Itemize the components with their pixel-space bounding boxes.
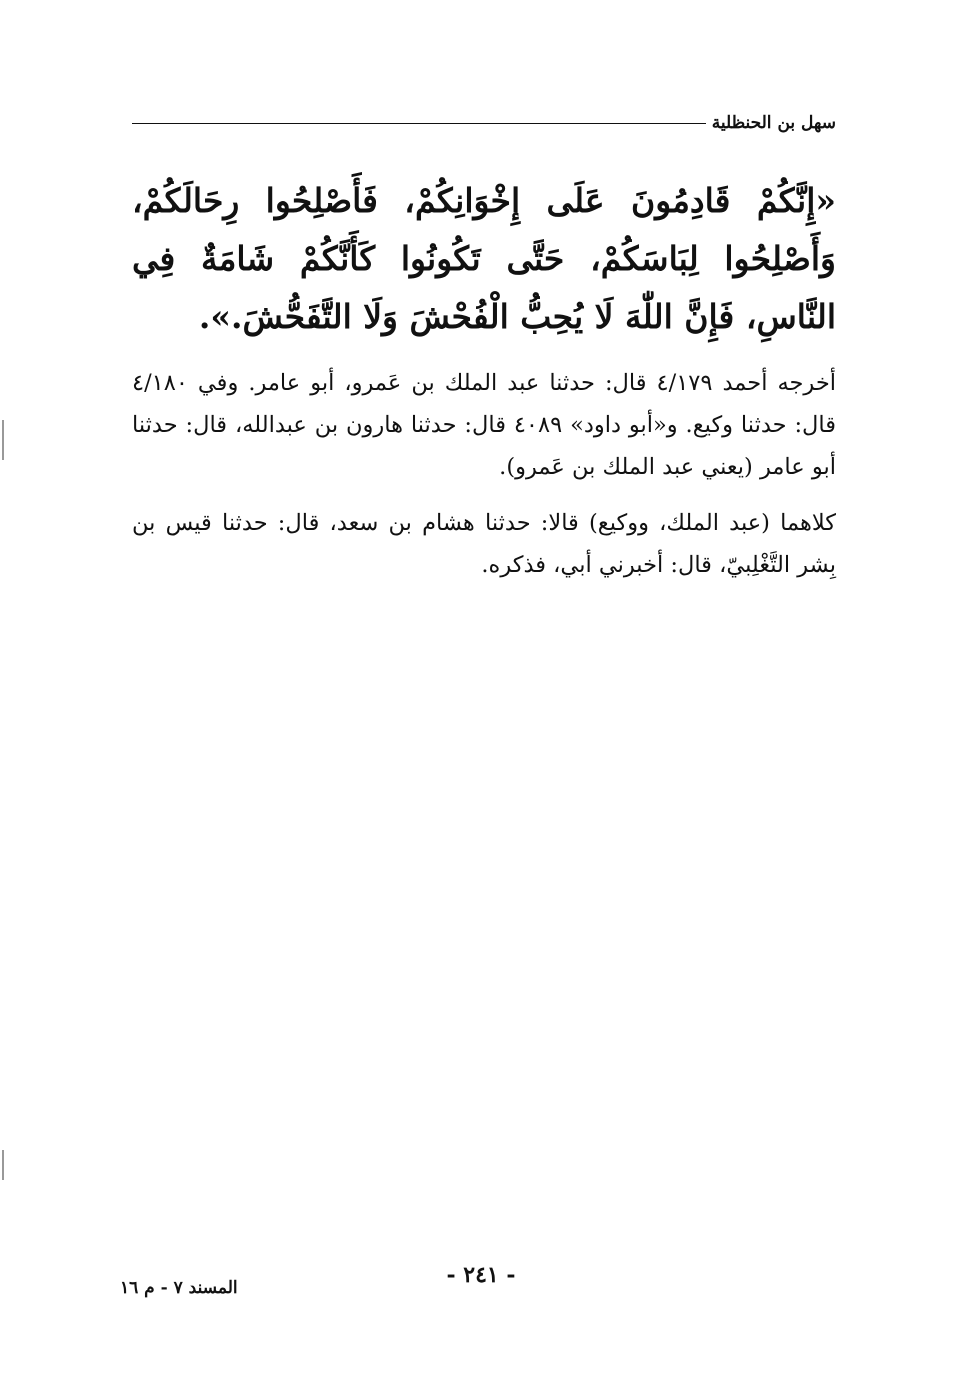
- page-number: - ٢٤١ -: [446, 1262, 516, 1288]
- printer-signature: المسند ٧ - م ١٦: [120, 1278, 238, 1298]
- running-header: [132, 108, 836, 138]
- hadith-text: «إِنَّكُمْ قَادِمُونَ عَلَى إِخْوَانِكُمْ، فَأَصْلِحُوا رِحَالَكُمْ، وَأَصْلِحُوا لِبَاسَكُمْ، حَتَّى تَكُونُوا كَأَنَّكُمْ شَامَةٌ فِي النَّاسِ، فَإِنَّ اللّٰهَ لَا يُحِبُّ الْفُحْشَ وَلَا التَّفَحُّشَ.».: [132, 181, 836, 336]
- scan-edge-mark: [2, 420, 4, 460]
- takhrij-paragraph-1: أخرجه أحمد ٤/١٧٩ قال: حدثنا عبد الملك بن عَمرو، أبو عامر. وفي ٤/١٨٠ قال: حدثنا وكيع. و«أبو داود» ٤٠٨٩ قال: حدثنا هارون بن عبدالله، قال: حدثنا أبو عامر (يعني عبد الملك بن عَمرو).: [132, 370, 836, 480]
- running-title: سهل بن الحنظلية: [711, 113, 836, 133]
- header-rule: [132, 123, 706, 124]
- takhrij-paragraph-2: كلاهما (عبد الملك، ووكيع) قالا: حدثنا هشام بن سعد، قال: حدثنا قيس بن بِشر التَّغْلِبيّ، قال: أخبرني أبي، فذكره.: [132, 510, 836, 578]
- scan-edge-mark: [2, 1150, 4, 1180]
